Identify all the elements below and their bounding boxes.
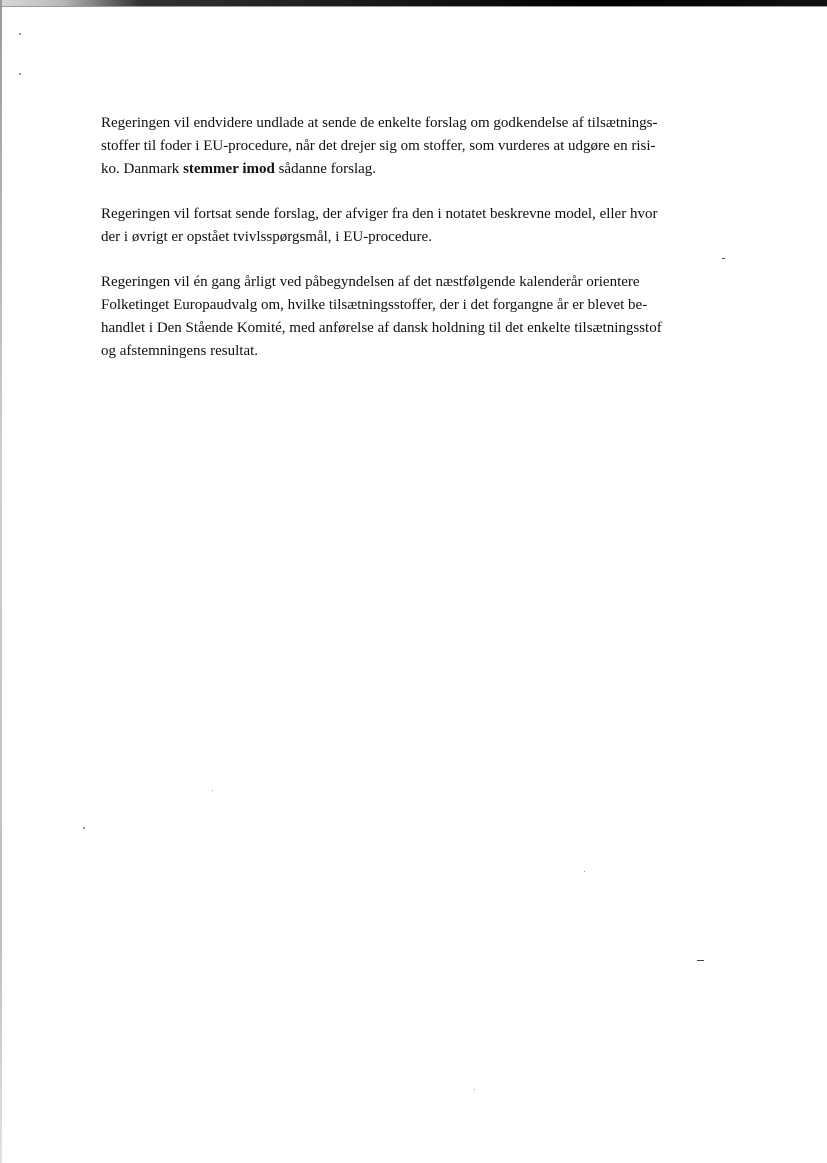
paragraph-3-text: Regeringen vil én gang årligt ved påbegyndelsen af det næstfølgende kalenderår orientere Folketinget Europaudvalg om, hvilke tilsætningsstoffer, der i det forgangne år er blevet be- handlet i Den Stående Komité, med anførelse af dansk holdning til det enkelte tilsætningsstof og afstemningens resultat. [101, 274, 662, 359]
paragraph-2-text: Regeringen vil fortsat sende forslag, der afviger fra den i notatet beskrevne model, eller hvor der i øvrigt er opstået tvivlsspørgsmål, i EU-procedure. [101, 206, 658, 245]
paragraph-1 [101, 112, 731, 181]
paragraph-1-text-after: sådanne forslag. [274, 161, 377, 177]
scan-speck [19, 33, 21, 35]
paragraph-2 [101, 203, 731, 249]
paragraph-1-text-before: Regeringen vil endvidere undlade at sende de enkelte forslag om godkendelse af tilsætnings- stoffer til foder i EU-procedure, når det drejer sig om stoffer, som vurderes at udgøre en risi- ko. Danmark [101, 115, 658, 177]
scan-speck [83, 827, 85, 829]
paragraph-1-emphasis: stemmer imod [183, 161, 275, 177]
scan-speck [474, 1089, 475, 1090]
scan-speck [584, 871, 585, 872]
scan-speck [19, 73, 21, 75]
scan-left-edge [0, 0, 2, 1163]
scan-top-line [0, 6, 827, 7]
scan-dash [697, 960, 704, 961]
document-body [101, 112, 731, 385]
scan-speck [212, 790, 213, 791]
paragraph-3 [101, 271, 731, 363]
